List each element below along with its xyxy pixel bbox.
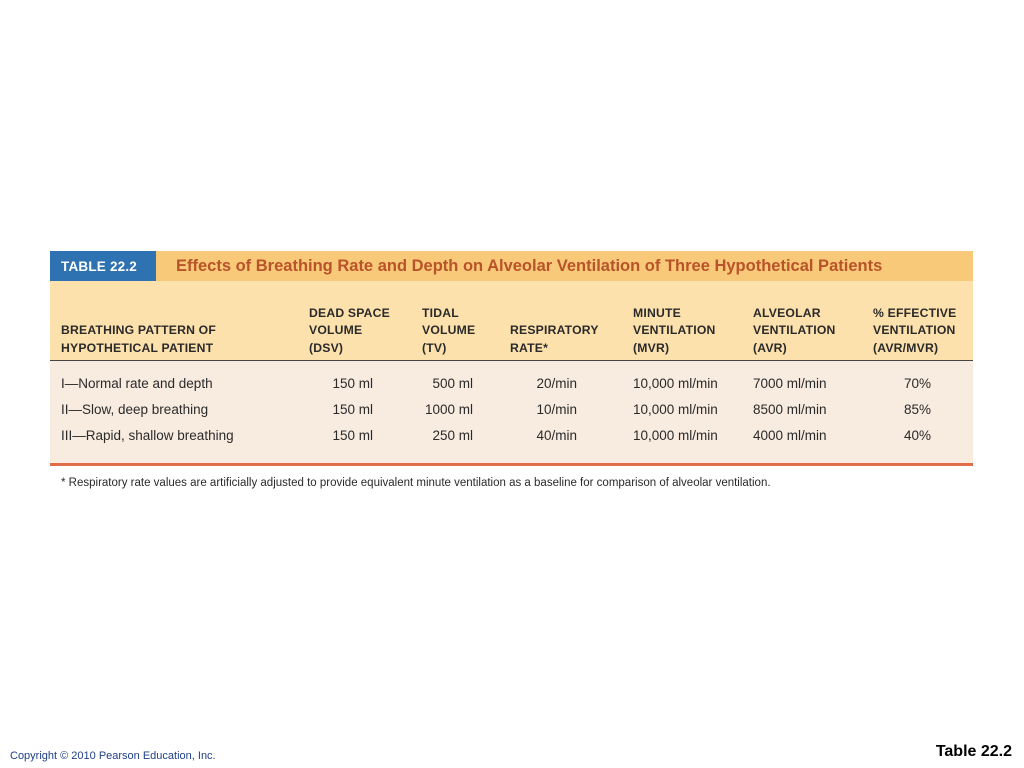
table-header [50, 281, 973, 361]
header-alveolar-ventilation: ALVEOLAR VENTILATION (AVR) [753, 305, 836, 355]
table-number-tag: TABLE 22.2 [50, 251, 156, 281]
table-body [50, 361, 973, 466]
cell-alveolar-ventilation: 8500 ml/min [753, 402, 827, 417]
header-respiratory-rate: RESPIRATORY RATE* [510, 323, 599, 355]
table-title-bar [50, 251, 973, 281]
cell-breathing-pattern: I—Normal rate and depth [61, 376, 213, 391]
cell-dead-space-volume: 150 ml [332, 428, 373, 443]
cell-breathing-pattern: III—Rapid, shallow breathing [61, 428, 234, 443]
table-row [50, 371, 973, 397]
cell-dead-space-volume: 150 ml [332, 402, 373, 417]
header-breathing-pattern: BREATHING PATTERN OF HYPOTHETICAL PATIENT [61, 323, 216, 355]
cell-respiratory-rate: 20/min [536, 376, 577, 391]
cell-minute-ventilation: 10,000 ml/min [633, 402, 718, 417]
header-minute-ventilation: MINUTE VENTILATION (MVR) [633, 305, 716, 355]
table-title: Effects of Breathing Rate and Depth on Alveolar Ventilation of Three Hypothetical Patients [176, 256, 883, 275]
cell-alveolar-ventilation: 7000 ml/min [753, 376, 827, 391]
data-table [50, 251, 973, 466]
cell-minute-ventilation: 10,000 ml/min [633, 376, 718, 391]
slide-label: Table 22.2 [935, 743, 1012, 760]
cell-tidal-volume: 500 ml [432, 376, 473, 391]
table-row [50, 397, 973, 423]
cell-breathing-pattern: II—Slow, deep breathing [61, 402, 209, 417]
cell-respiratory-rate: 10/min [536, 402, 577, 417]
cell-alveolar-ventilation: 4000 ml/min [753, 428, 827, 443]
header-effective-ventilation: % EFFECTIVE VENTILATION (AVR/MVR) [873, 305, 957, 355]
table-footnote: * Respiratory rate values are artificially adjusted to provide equivalent minute ventilation as a baseline for comparison of alveolar ventilation. [61, 477, 771, 489]
copyright-notice: Copyright © 2010 Pearson Education, Inc. [10, 750, 216, 762]
table-row [50, 423, 973, 449]
cell-dead-space-volume: 150 ml [332, 376, 373, 391]
cell-effective-ventilation: 70% [903, 376, 931, 391]
cell-tidal-volume: 250 ml [432, 428, 473, 443]
cell-effective-ventilation: 40% [903, 428, 931, 443]
cell-tidal-volume: 1000 ml [424, 402, 473, 417]
cell-respiratory-rate: 40/min [536, 428, 577, 443]
cell-effective-ventilation: 85% [903, 402, 931, 417]
header-dead-space-volume: DEAD SPACE VOLUME (DSV) [309, 305, 391, 355]
cell-minute-ventilation: 10,000 ml/min [633, 428, 718, 443]
header-tidal-volume: TIDAL VOLUME (TV) [422, 305, 476, 355]
